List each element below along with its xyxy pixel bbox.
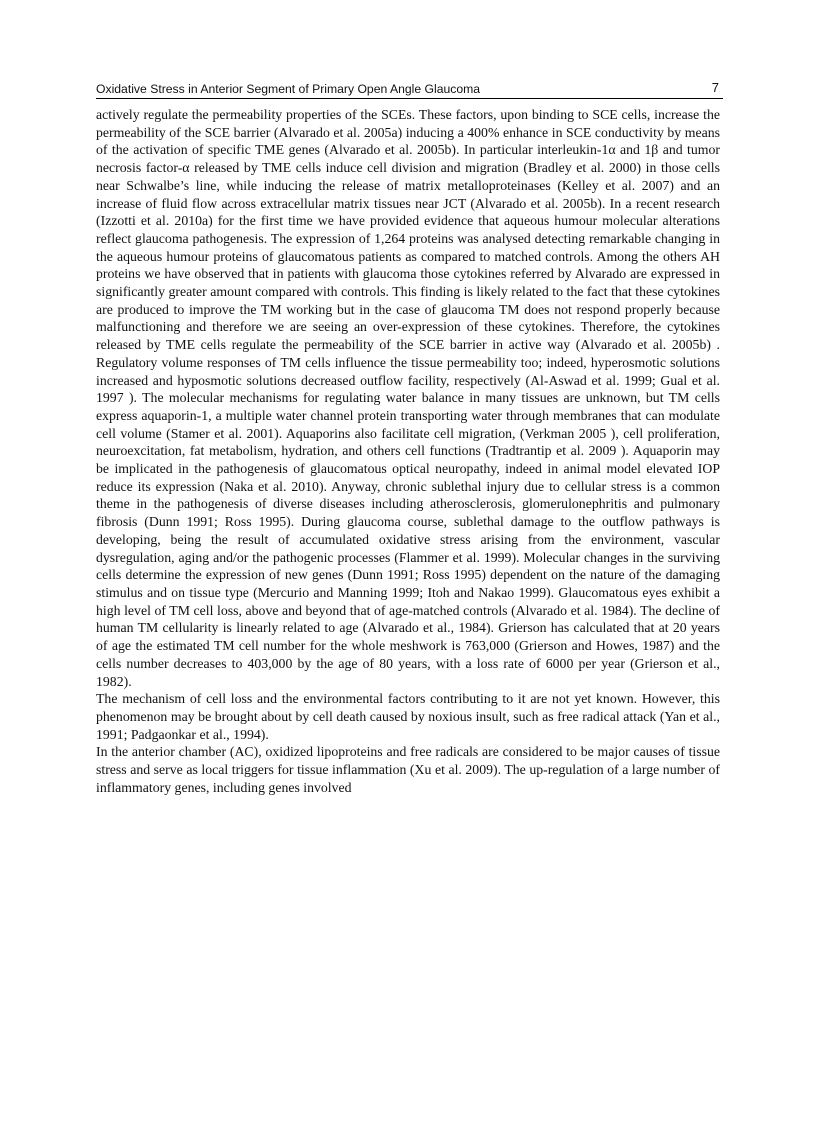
- running-header: [96, 80, 723, 99]
- paragraph: In the anterior chamber (AC), oxidized lipoproteins and free radicals are considered to be major causes of tissue stress and serve as local triggers for tissue inflammation (Xu et al. 2009). The up-regulation of a large number of inflammatory genes, including genes involved: [96, 744, 720, 795]
- paragraph: The mechanism of cell loss and the environmental factors contributing to it are not yet known. However, this phenomenon may be brought about by cell death caused by noxious insult, such as free radical attack (Yan et al., 1991; Padgaonkar et al., 1994).: [96, 691, 720, 742]
- page-number: 7: [711, 80, 719, 95]
- running-title: Oxidative Stress in Anterior Segment of Primary Open Angle Glaucoma: [96, 82, 481, 96]
- body-text: [96, 106, 720, 796]
- paragraph: actively regulate the permeability properties of the SCEs. These factors, upon binding to SCE cells, increase the permeability of the SCE barrier (Alvarado et al. 2005a) inducing a 400% enhance in SCE conductivity by means of the activation of specific TME genes (Alvarado et al. 2005b). In particular interleukin-1α and 1β and tumor necrosis factor-α released by TME cells induce cell division and migration (Bradley et al. 2000) in those cells near Schwalbe’s line, while inducing the release of matrix metalloproteinases (Kelley et al. 2007) and an increase of fluid flow across extracellular matrix tissues near JCT (Alvarado et al. 2005b). In a recent research (Izzotti et al. 2010a) for the first time we have provided evidence that aqueous humour molecular alterations reflect glaucoma pathogenesis. The expression of 1,264 proteins was analysed detecting remarkable changing in the aqueous humour proteins of glaucomatous patients as compared to matched controls. Among the others AH proteins we have observed that in patients with glaucoma those cytokines referred by Alvarado are expressed in significantly greater amount compared with controls. This finding is likely related to the fact that these cytokines are produced to improve the TM working but in the case of glaucoma TM does not respond properly because malfunctioning and therefore we are seeing an over-expression of these cytokines. Therefore, the cytokines released by TME cells regulate the permeability of the SCE barrier in active way (Alvarado et al. 2005b) . Regulatory volume responses of TM cells influence the tissue permeability too; indeed, hyperosmotic solutions increased and hyposmotic solutions decreased outflow facility, respectively (Al-Aswad et al. 1999; Gual et al. 1997 ). The molecular mechanisms for regulating water balance in many tissues are unknown, but TM cells express aquaporin-1, a multiple water channel protein transporting water through membranes that can modulate cell volume (Stamer et al. 2001). Aquaporins also facilitate cell migration, (Verkman 2005 ), cell proliferation, neuroexcitation, fat metabolism, hydration, and others cell functions (Tradtrantip et al. 2009 ). Aquaporin may be implicated in the pathogenesis of glaucomatous optical neuropathy, indeed in animal model elevated IOP reduce its expression (Naka et al. 2010). Anyway, chronic sublethal injury due to cellular stress is a common theme in the pathogenesis of diverse diseases including atherosclerosis, glomerulonephritis and pulmonary fibrosis (Dunn 1991; Ross 1995). During glaucoma course, sublethal damage to the outflow pathways is developing, being the result of accumulated oxidative stress arising from the environment, vascular dysregulation, aging and/or the pathogenic processes (Flammer et al. 1999). Molecular changes in the surviving cells determine the expression of new genes (Dunn 1991; Ross 1995) dependent on the nature of the damaging stimulus and on tissue type (Mercurio and Manning 1999; Itoh and Nakao 1999). Glaucomatous eyes exhibit a high level of TM cell loss, above and beyond that of age-matched controls (Alvarado et al. 1984). The decline of human TM cellularity is linearly related to age (Alvarado et al., 1984). Grierson has calculated that at 20 years of age the estimated TM cell number for the whole meshwork is 763,000 (Grierson and Howes, 1987) and the cells number decreases to 403,000 by the age of 80 years, with a loss rate of 6000 per year (Grierson et al., 1982).: [96, 107, 720, 689]
